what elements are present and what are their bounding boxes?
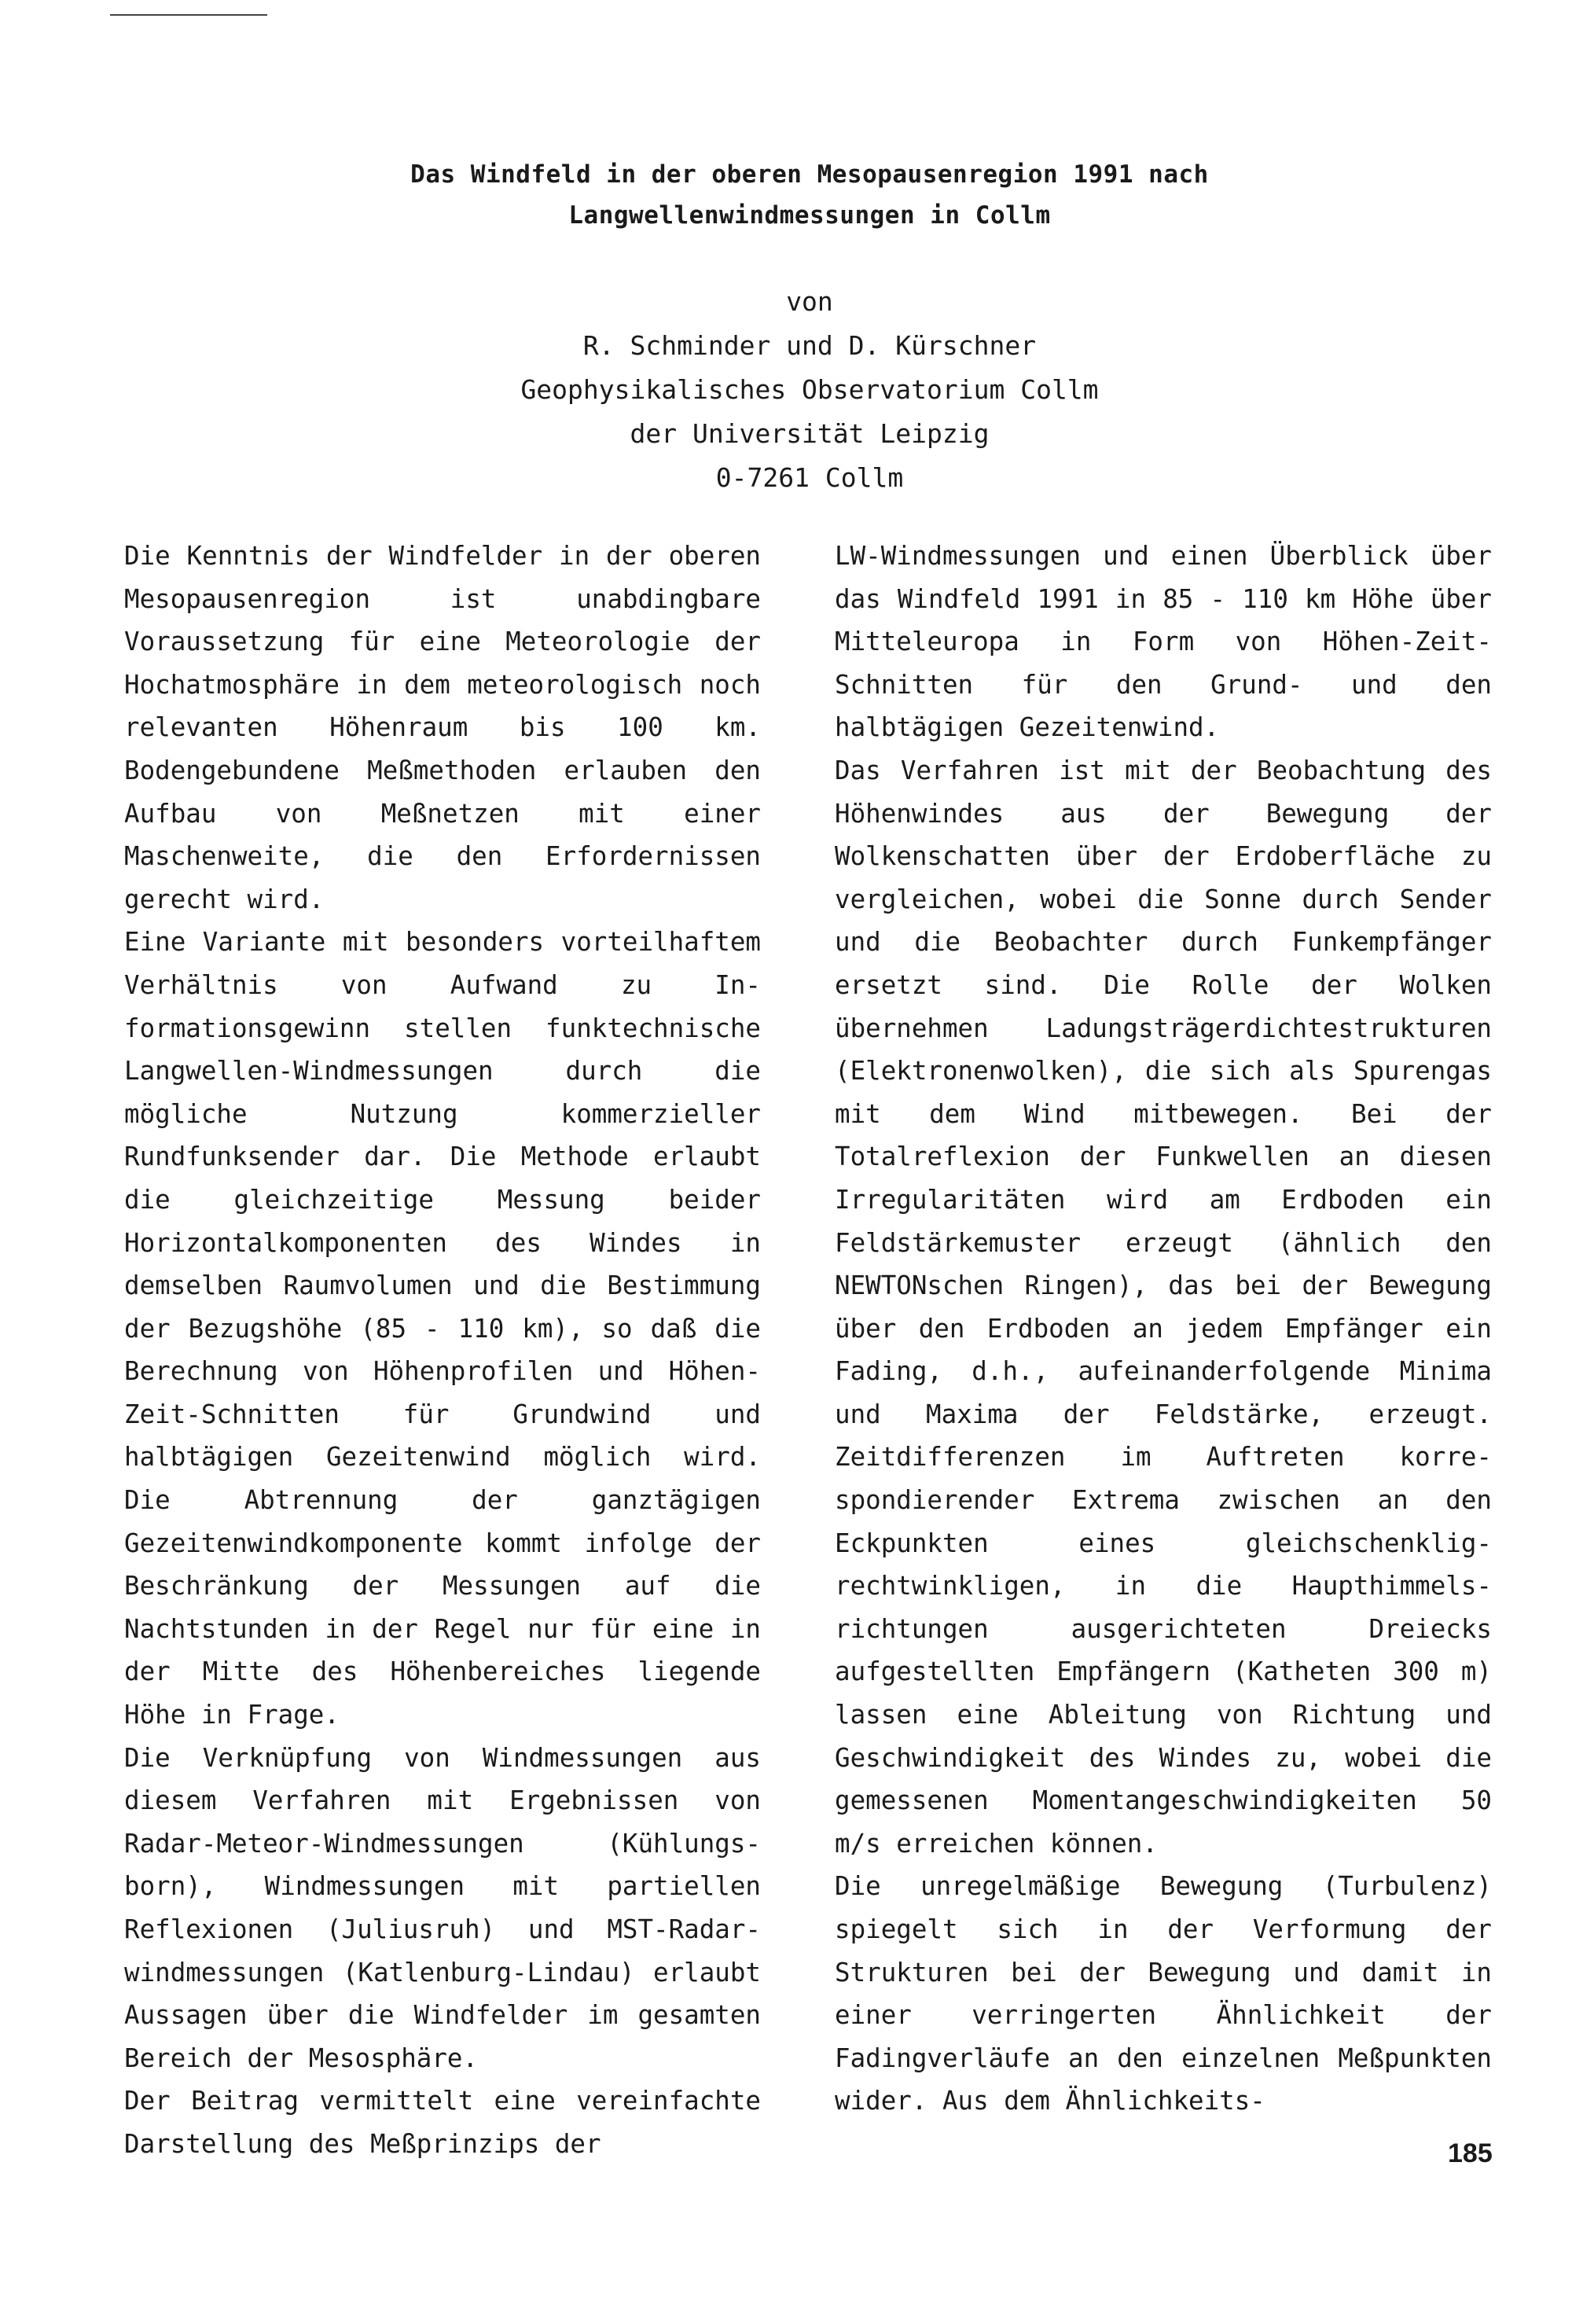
byline-von: von: [786, 286, 833, 317]
left-paragraph-3: Die Verknüpfung von Windmessungen aus diesem Verfahren mit Ergebnissen von Radar-Meteor-Windmessungen (Kühlungsborn), Windmessungen mit partiellen Reflexionen (Juliusruh) und MST-Radarwindmessungen (Katlenburg-Lindau) erlaubt Aussagen über die Windfelder im gesamten Bereich der Mesosphäre.: [124, 1742, 761, 2073]
page-number: 185: [1448, 2138, 1493, 2168]
title-line-1: Das Windfeld in der oberen Mesopausenregion 1991 nach: [410, 160, 1209, 189]
top-rule: [110, 14, 267, 16]
left-paragraph-2: Eine Variante mit besonders vorteilhaftem Verhältnis von Aufwand zu Informationsgewinn stellen funktechnische Langwellen-Windmessungen durch die mögliche Nutzung kommerzieller Rundfunksender dar. Die Methode erlaubt die gleichzeitige Messung beider Horizontalkomponenten des Windes in demselben Raumvolumen und die Bestimmung der Bezugshöhe (85 - 110 km), so daß die Berechnung von Höhenprofilen und Höhen-Zeit-Schnitten für Grundwind und halbtägigen Gezeitenwind möglich wird. Die Abtrennung der ganztägigen Gezeitenwindkomponente kommt infolge der Beschränkung der Messungen auf die Nachtstunden in der Regel nur für eine in der Mitte des Höhenbereiches liegende Höhe in Frage.: [124, 927, 761, 1730]
paper-title: [0, 154, 1572, 236]
byline-institute: Geophysikalisches Observatorium Collm: [520, 374, 1099, 405]
byline-authors: R. Schminder und D. Kürschner: [582, 330, 1037, 361]
left-paragraph-1: Die Kenntnis der Windfelder in der oberen Mesopausenregion ist unabdingbare Voraussetzung für eine Meteorologie der Hochatmosphäre in dem meteorologisch noch relevanten Höhenraum bis 100 km. Bodengebundene Meßmethoden erlauben den Aufbau von Meßnetzen mit einer Maschenweite, die den Erfordernissen gerecht wird.: [124, 541, 761, 914]
title-line-2: Langwellenwindmessungen in Collm: [568, 201, 1051, 230]
byline-university: der Universität Leipzig: [630, 418, 990, 449]
left-paragraph-4: Der Beitrag vermittelt eine vereinfachte Darstellung des Meßprinzips der: [124, 2086, 761, 2159]
left-column: [124, 535, 761, 2166]
right-column: [835, 535, 1492, 2123]
byline-address: 0-7261 Collm: [715, 462, 904, 493]
byline: [0, 280, 1572, 500]
right-paragraph-2: Das Verfahren ist mit der Beobachtung des Höhenwindes aus der Bewegung der Wolkenschatten über der Erdoberfläche zu vergleichen, wobei die Sonne durch Sender und die Beobachter durch Funkempfänger ersetzt sind. Die Rolle der Wolken übernehmen Ladungsträgerdichtestrukturen (Elektronenwolken), die sich als Spurengas mit dem Wind mitbewegen. Bei der Totalreflexion der Funkwellen an diesen Irregularitäten wird am Erdboden ein Feldstärkemuster erzeugt (ähnlich den NEWTONschen Ringen), das bei der Bewegung über den Erdboden an jedem Empfänger ein Fading, d.h., aufeinanderfolgende Minima und Maxima der Feldstärke, erzeugt. Zeitdifferenzen im Auftreten korrespondierender Extrema zwischen an den Eckpunkten eines gleichschenkligrechtwinkligen, in die Haupthimmelsrichtungen ausgerichteten Dreiecks aufgestellten Empfängern (Katheten 300 m) lassen eine Ableitung von Richtung und Geschwindigkeit des Windes zu, wobei die gemessenen Momentangeschwindigkeiten 50 m/s erreichen können.: [835, 755, 1492, 1859]
right-paragraph-3: Die unregelmäßige Bewegung (Turbulenz) spiegelt sich in der Verformung der Strukturen bei der Bewegung und damit in einer verringerten Ähnlichkeit der Fadingverläufe an den einzelnen Meßpunkten wider. Aus dem Ähnlichkeits-: [835, 1871, 1492, 2116]
right-paragraph-1: LW-Windmessungen und einen Überblick über das Windfeld 1991 in 85 - 110 km Höhe über Mitteleuropa in Form von Höhen-Zeit-Schnitten für den Grund- und den halbtägigen Gezeitenwind.: [835, 541, 1492, 743]
